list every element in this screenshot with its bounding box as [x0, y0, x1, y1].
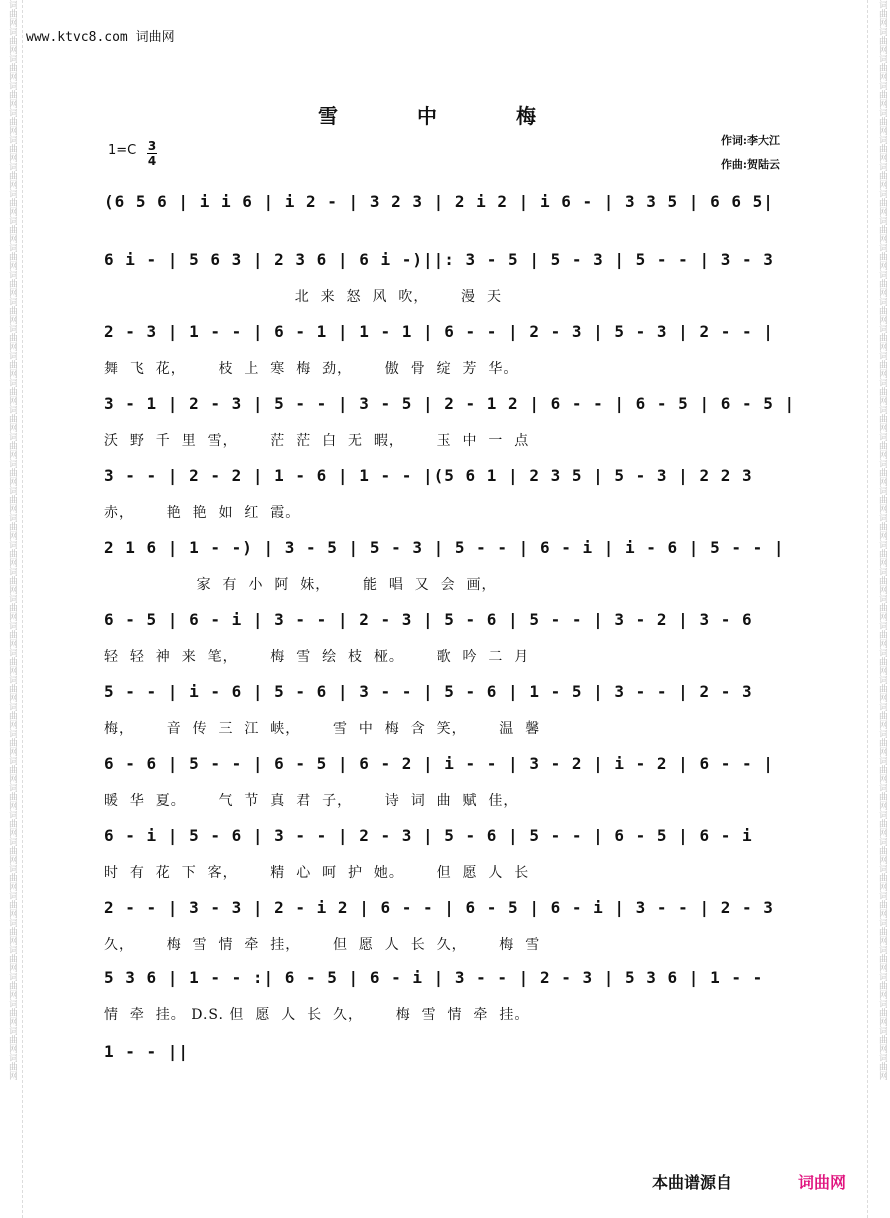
lyricist-credit: 作词:李大江 [720, 134, 780, 147]
lyrics-line: 久， 梅 雪 情 牵 挂， 但 愿 人 长 久， 梅 雪 [104, 937, 541, 953]
time-signature-bottom: 4 [147, 154, 157, 168]
lyrics-line: 情 牵 挂。 D.S. 但 愿 人 长 久， 梅 雪 情 牵 挂。 [104, 1007, 530, 1023]
notation-line: 2 - - | 3 - 3 | 2 - i 2 | 6 - - | 6 - 5 | 6 - i | 3 - - | 2 - 3 [104, 898, 774, 917]
right-watermark-strip: 词曲网词曲网词曲网词曲网词曲网词曲网词曲网词曲网词曲网词曲网词曲网词曲网词曲网词曲网词曲网词曲网词曲网词曲网词曲网词曲网词曲网词曲网词曲网词曲网词曲网词曲网词曲网词曲网词曲网词曲网词曲网词曲网词曲网词曲网词曲网词曲网词曲网词曲网词曲网词曲网 [877, 0, 887, 1080]
right-page-border [867, 0, 868, 1218]
lyrics-line: 轻 轻 神 来 笔， 梅 雪 绘 枝 桠。 歌 吟 二 月 [104, 649, 530, 665]
notation-line: 2 1 6 | 1 - -) | 3 - 5 | 5 - 3 | 5 - - | 6 - i | i - 6 | 5 - - | [104, 538, 785, 557]
lyrics-line: 舞 飞 花， 枝 上 寒 梅 劲， 傲 骨 绽 芳 华。 [104, 361, 519, 377]
time-signature-top: 3 [147, 139, 157, 153]
lyrics-line: 赤， 艳 艳 如 红 霞。 [104, 505, 301, 521]
lyrics-line: 沃 野 千 里 雪， 茫 茫 白 无 暇， 玉 中 一 点 [104, 433, 530, 449]
notation-line: 3 - 1 | 2 - 3 | 5 - - | 3 - 5 | 2 - 1 2 | 6 - - | 6 - 5 | 6 - 5 | [104, 394, 796, 413]
notation-line: 6 - 6 | 5 - - | 6 - 5 | 6 - 2 | i - - | 3 - 2 | i - 2 | 6 - - | [104, 754, 774, 773]
brand-link[interactable]: 词曲网 [798, 1173, 847, 1192]
notation-line: 5 - - | i - 6 | 5 - 6 | 3 - - | 5 - 6 | 1 - 5 | 3 - - | 2 - 3 [104, 682, 753, 701]
lyrics-line: 北 来 怒 风 吹， 漫 天 [104, 289, 502, 305]
time-signature [147, 140, 157, 167]
song-title: 雪 中 梅 [318, 104, 572, 128]
left-watermark-strip: 词曲网词曲网词曲网词曲网词曲网词曲网词曲网词曲网词曲网词曲网词曲网词曲网词曲网词曲网词曲网词曲网词曲网词曲网词曲网词曲网词曲网词曲网词曲网词曲网词曲网词曲网词曲网词曲网词曲网词曲网词曲网词曲网词曲网词曲网词曲网词曲网词曲网词曲网词曲网词曲网 [7, 0, 17, 1080]
notation-line: 2 - 3 | 1 - - | 6 - 1 | 1 - 1 | 6 - - | 2 - 3 | 5 - 3 | 2 - - | [104, 322, 774, 341]
source-label: 本曲谱源自 [652, 1173, 733, 1192]
lyrics-line: 梅， 音 传 三 江 峡， 雪 中 梅 含 笑， 温 馨 [104, 721, 541, 737]
notation-line: 6 - i | 5 - 6 | 3 - - | 2 - 3 | 5 - 6 | 5 - - | 6 - 5 | 6 - i [104, 826, 753, 845]
notation-line: 3 - - | 2 - 2 | 1 - 6 | 1 - - |(5 6 1 | 2 3 5 | 5 - 3 | 2 2 3 [104, 466, 753, 485]
key-signature: 1=C [108, 143, 137, 158]
lyrics-line: 时 有 花 下 客， 精 心 呵 护 她。 但 愿 人 长 [104, 865, 530, 881]
composer-credit: 作曲:贺陆云 [720, 158, 780, 171]
lyrics-line: 暖 华 夏。 气 节 真 君 子， 诗 词 曲 赋 佳， [104, 793, 519, 809]
notation-line: (6 5 6 | i i 6 | i 2 - | 3 2 3 | 2 i 2 | i 6 - | 3 3 5 | 6 6 5| [104, 192, 774, 211]
notation-line: 5 3 6 | 1 - - :| 6 - 5 | 6 - i | 3 - - | 2 - 3 | 5 3 6 | 1 - - [104, 968, 764, 987]
notation-line: 6 i - | 5 6 3 | 2 3 6 | 6 i -)||: 3 - 5 | 5 - 3 | 5 - - | 3 - 3 [104, 250, 774, 269]
left-page-border [22, 0, 23, 1218]
notation-line: 6 - 5 | 6 - i | 3 - - | 2 - 3 | 5 - 6 | 5 - - | 3 - 2 | 3 - 6 [104, 610, 753, 629]
notation-line: 1 - - || [104, 1042, 190, 1061]
site-header: www.ktvc8.com 词曲网 [26, 30, 175, 45]
lyrics-line: 家 有 小 阿 妹， 能 唱 又 会 画， [104, 577, 497, 593]
